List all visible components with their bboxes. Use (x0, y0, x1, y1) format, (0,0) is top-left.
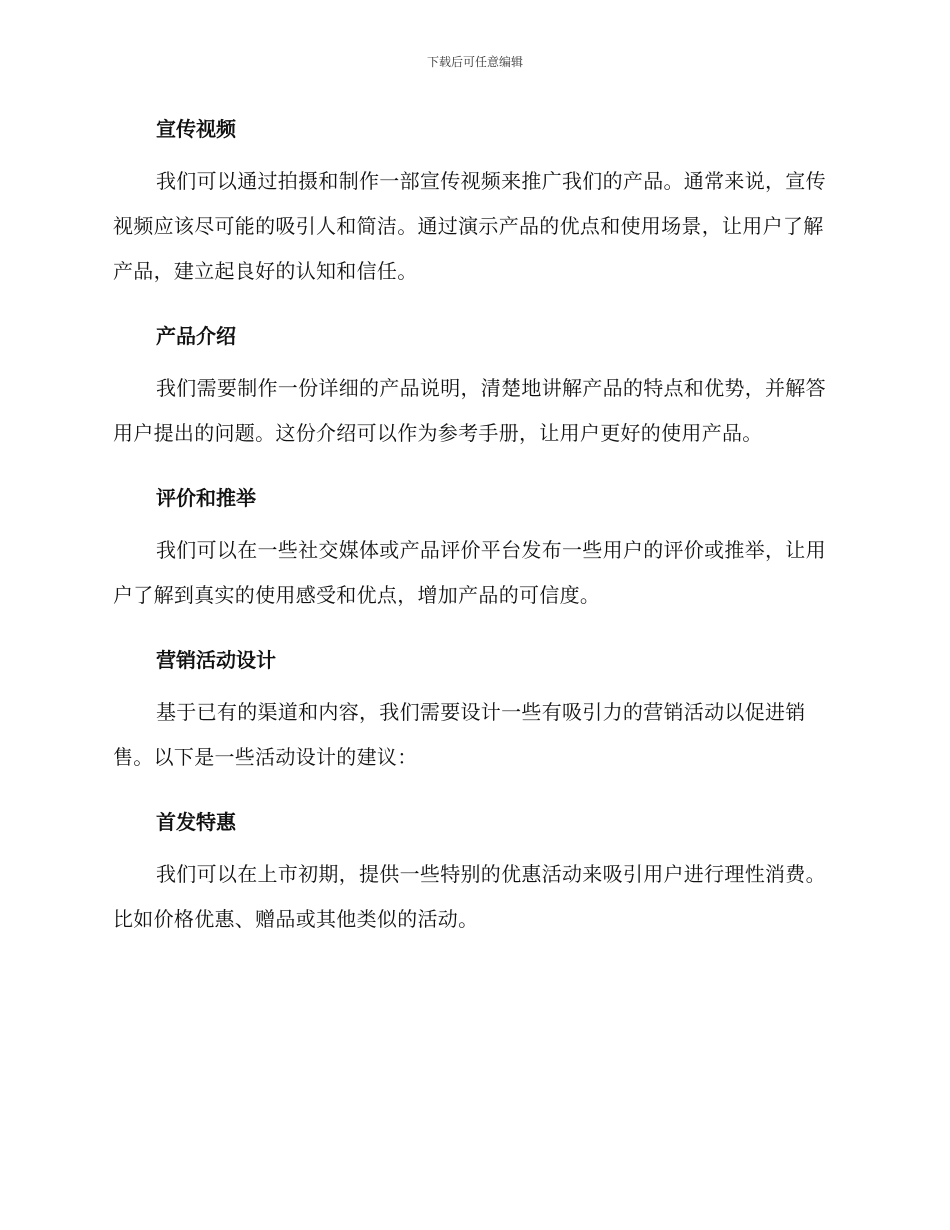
section-paragraph: 我们可以在一些社交媒体或产品评价平台发布一些用户的评价或推举，让用户了解到真实的使用感受和优点，增加产品的可信度。 (113, 538, 826, 607)
section-heading: 首发特惠 (156, 810, 236, 834)
section-paragraph: 基于已有的渠道和内容，我们需要设计一些有吸引力的营销活动以促进销售。以下是一些活动设计的建议： (113, 700, 806, 769)
section-paragraph: 我们可以在上市初期，提供一些特别的优惠活动来吸引用户进行理性消费。比如价格优惠、赠品或其他类似的活动。 (113, 862, 826, 931)
section-heading: 营销活动设计 (156, 648, 276, 672)
section-paragraph: 我们需要制作一份详细的产品说明，清楚地讲解产品的特点和优势，并解答用户提出的问题。这份介绍可以作为参考手册，让用户更好的使用产品。 (113, 376, 826, 445)
section-paragraph: 我们可以通过拍摄和制作一部宣传视频来推广我们的产品。通常来说，宣传视频应该尽可能的吸引人和简洁。通过演示产品的优点和使用场景，让用户了解产品，建立起良好的认知和信任。 (113, 169, 826, 283)
section-heading: 宣传视频 (156, 117, 236, 141)
document-body (113, 113, 833, 942)
section-heading: 评价和推举 (156, 486, 256, 510)
header-note: 下载后可任意编辑 (426, 55, 523, 69)
section-heading: 产品介绍 (156, 324, 236, 348)
